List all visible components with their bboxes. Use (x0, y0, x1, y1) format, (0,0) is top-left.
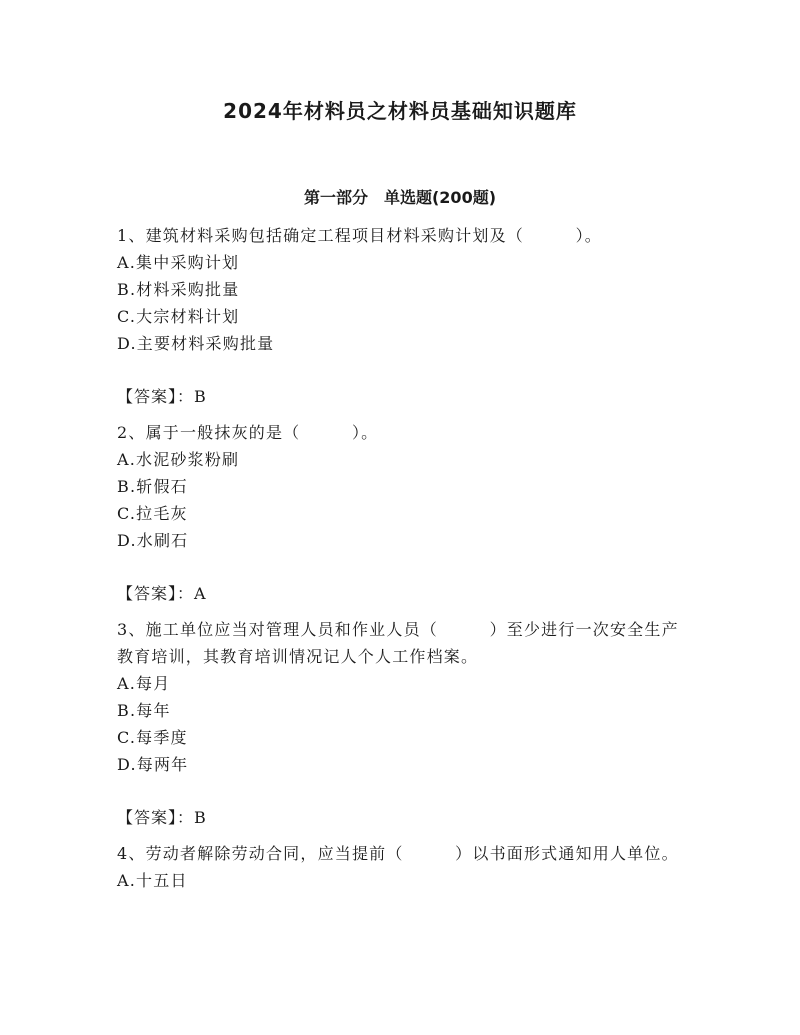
question-list (117, 222, 687, 894)
question-3 (117, 616, 687, 831)
document-title: 2024年材料员之材料员基础知识题库 (223, 99, 577, 123)
option-c: C.拉毛灰 (117, 504, 188, 523)
question-4 (117, 840, 687, 894)
option-a: A.水泥砂浆粉刷 (117, 450, 240, 469)
option-b: B.斩假石 (117, 477, 188, 496)
question-text: 2、属于一般抹灰的是（ ）。 (117, 423, 379, 442)
question-text: 4、劳动者解除劳动合同，应当提前（ ）以书面形式通知用人单位。 (117, 844, 679, 863)
option-b: B.每年 (117, 701, 171, 720)
option-a: A.集中采购计划 (117, 253, 240, 272)
option-d: D.水刷石 (117, 531, 189, 550)
answer-label: 【答案】：B (117, 808, 207, 827)
question-text: 3、施工单位应当对管理人员和作业人员（ ）至少进行一次安全生产教育培训，其教育培训情况记人个人工作档案。 (117, 620, 679, 666)
option-a: A.每月 (117, 674, 171, 693)
question-1 (117, 222, 687, 410)
option-d: D.主要材料采购批量 (117, 334, 275, 353)
answer-label: 【答案】：B (117, 387, 207, 406)
section-title: 第一部分 单选题(200题) (303, 188, 497, 207)
answer-label: 【答案】：A (117, 584, 207, 603)
option-c: C.每季度 (117, 728, 188, 747)
question-2 (117, 419, 687, 607)
option-b: B.材料采购批量 (117, 280, 240, 299)
question-text: 1、建筑材料采购包括确定工程项目材料采购计划及（ ）。 (117, 226, 602, 245)
option-d: D.每两年 (117, 755, 189, 774)
option-c: C.大宗材料计划 (117, 307, 240, 326)
option-a: A.十五日 (117, 871, 188, 890)
